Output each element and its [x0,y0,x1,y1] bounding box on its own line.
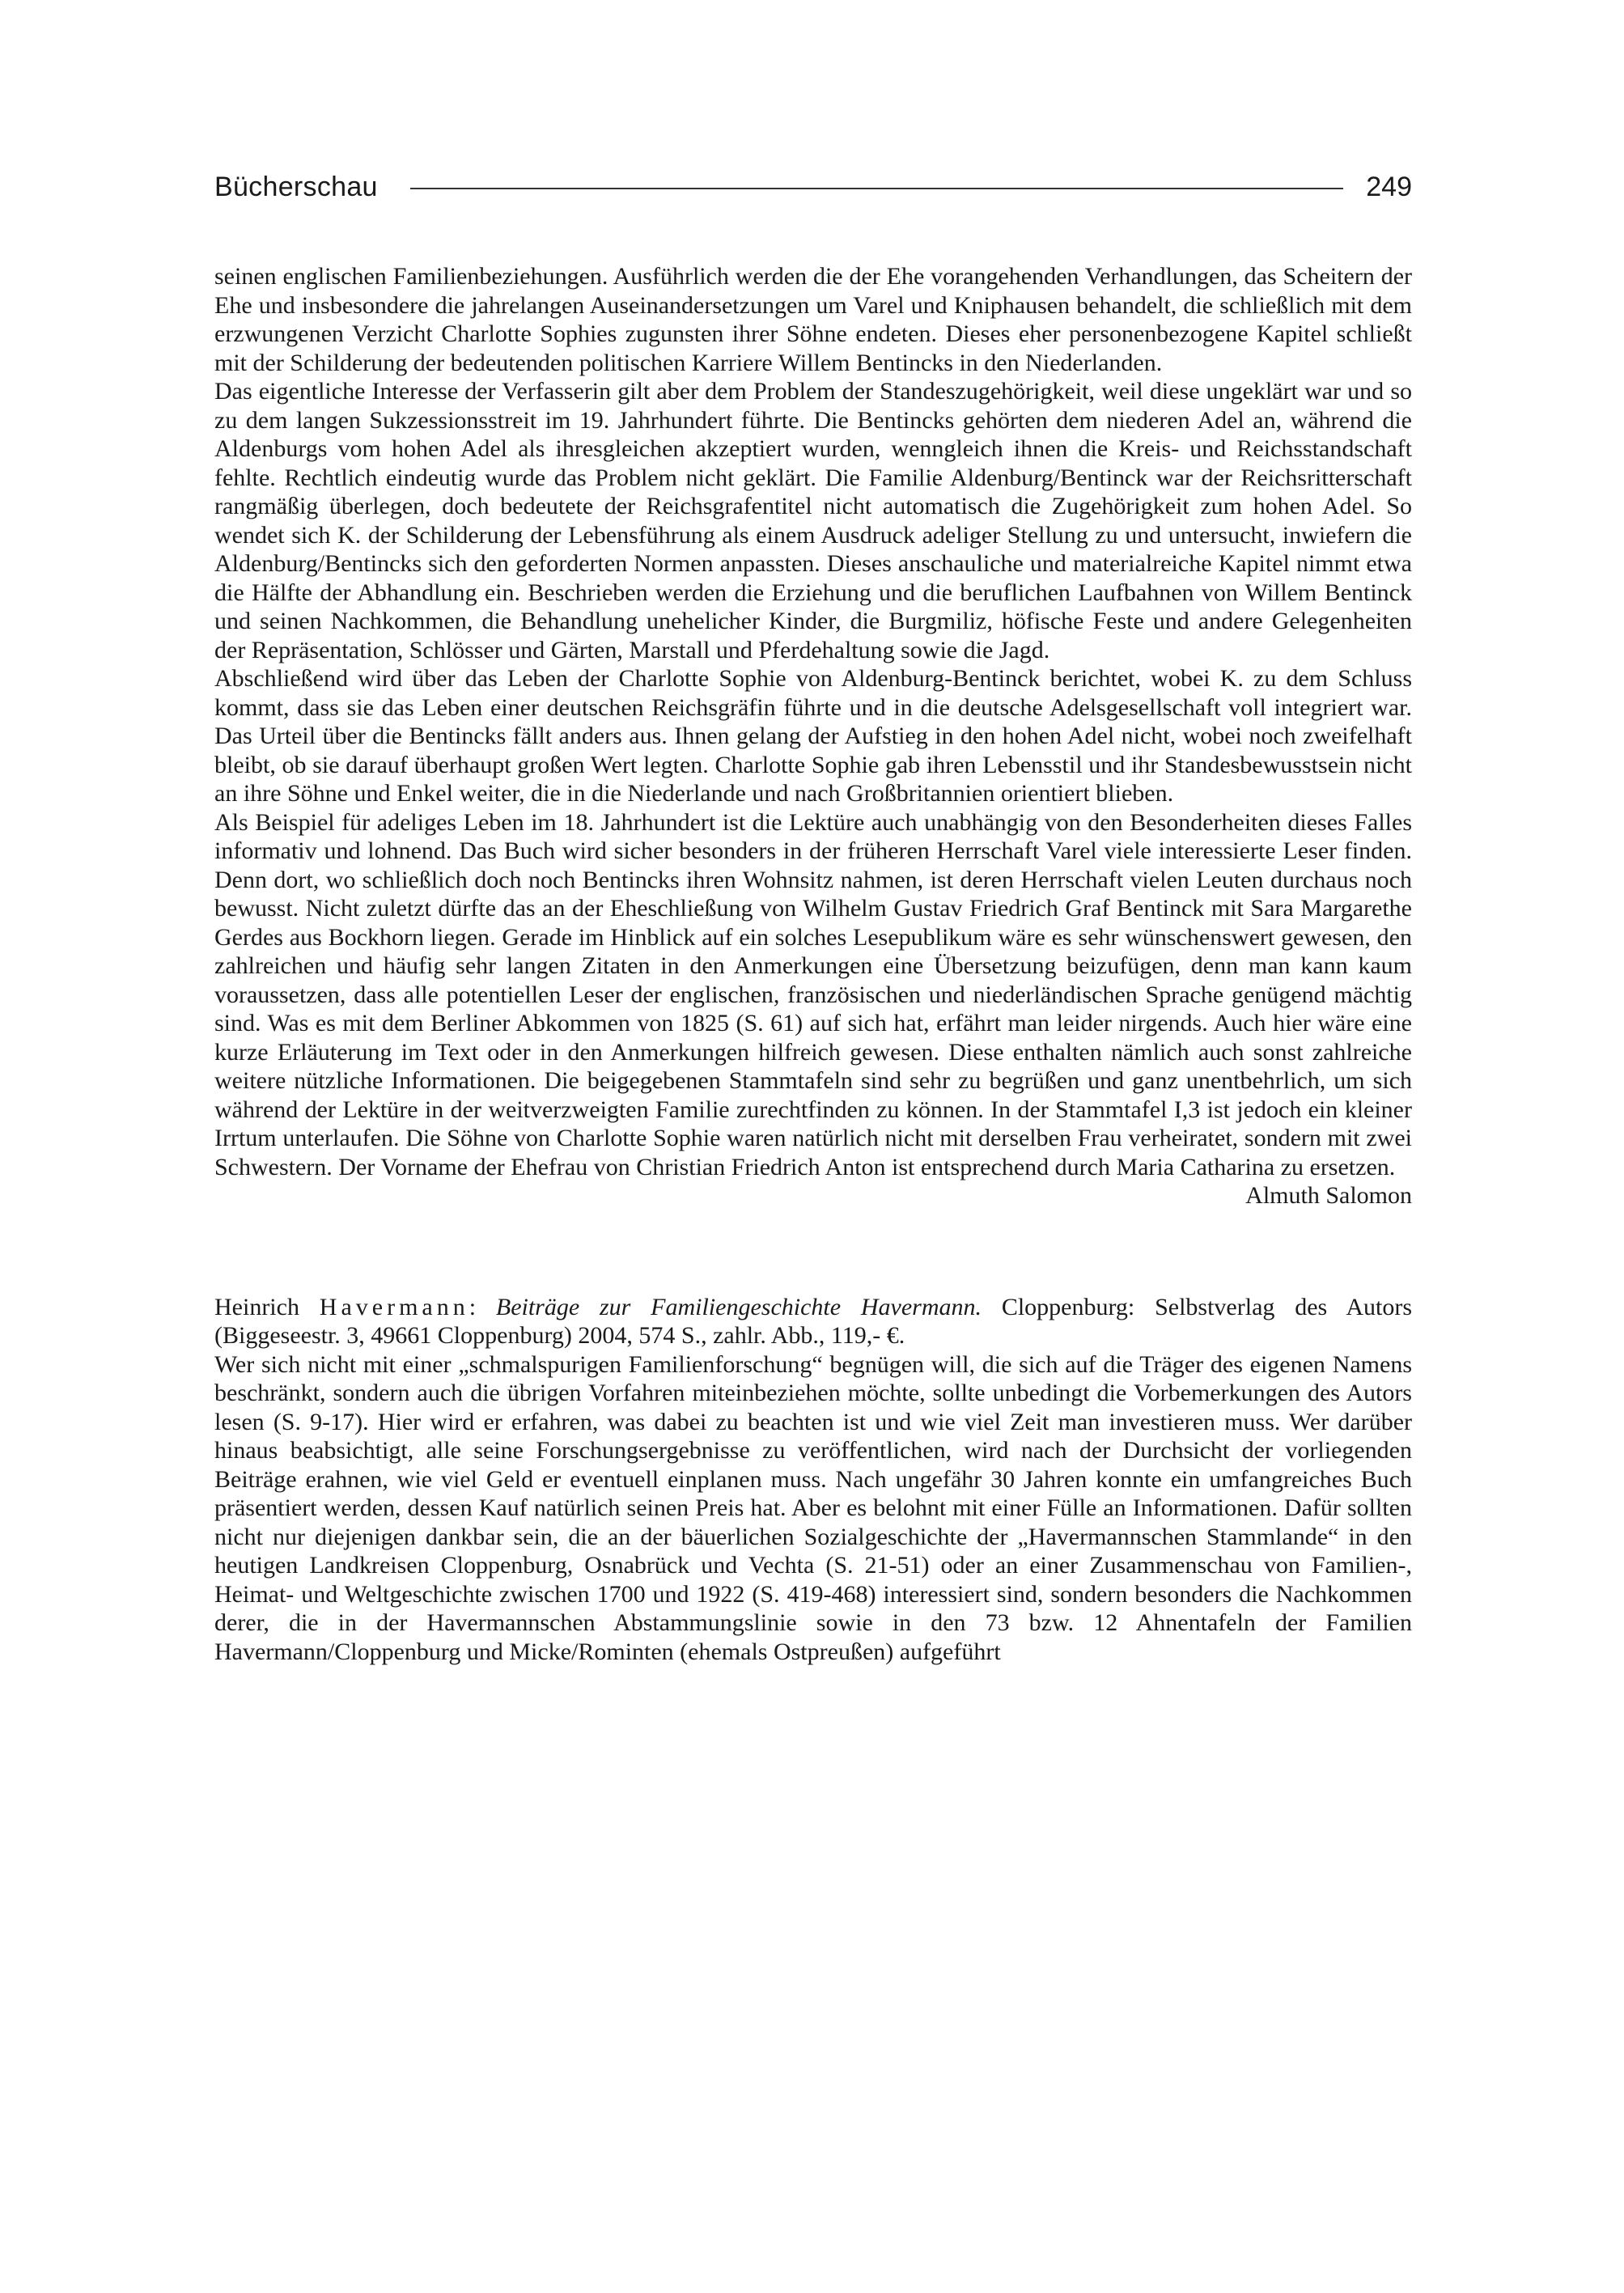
running-header [214,167,1412,207]
author-first-name: Heinrich [214,1293,320,1320]
section-title: Bücherschau [214,171,378,202]
review1-paragraph-1: seinen englischen Familienbeziehungen. Ausführlich werden die der Ehe vorangehenden Verhandlungen, das Scheitern der Ehe und insbesondere die jahrelangen Auseinandersetzungen um Varel und Kniphausen behandelt, die schließlich mit dem erzwungenen Verzicht Charlotte Sophies zugunsten ihrer Söhne endeten. Dieses eher personenbezogene Kapitel schließt mit der Schilderung der bedeutenden politischen Karriere Willem Bentincks in den Niederlanden. [214,263,1412,376]
review1-paragraph-4: Als Beispiel für adeliges Leben im 18. Jahrhundert ist die Lektüre auch unabhängig von den Besonderheiten dieses Falles informativ und lohnend. Das Buch wird sicher besonders in der früheren Herrschaft Varel viele interessierte Leser finden. Denn dort, wo schließlich doch noch Bentincks ihren Wohnsitz nahmen, ist deren Herrschaft vielen Leuten durchaus noch bewusst. Nicht zuletzt dürfte das an der Eheschließung von Wilhelm Gustav Friedrich Graf Bentinck mit Sara Margarethe Gerdes aus Bockhorn liegen. Gerade im Hinblick auf ein solches Lesepublikum wäre es sehr wünschenswert gewesen, den zahlreichen und häufig sehr langen Zitaten in den Anmerkungen eine Übersetzung beizufügen, denn man kann kaum voraussetzen, dass alle potentiellen Leser der englischen, französischen und niederländischen Sprache genügend mächtig sind. Was es mit dem Berliner Abkommen von 1825 (S. 61) auf sich hat, erfährt man leider nirgends. Auch hier wäre eine kurze Erläuterung im Text oder in den Anmerkungen hilfreich gewesen. Diese enthalten nämlich auch sonst zahlreiche weitere nützliche Informationen. Die beigegebenen Stammtafeln sind sehr zu begrüßen und ganz unentbehrlich, um sich während der Lektüre in der weitverzweigten Familie zurechtfinden zu können. In der Stammtafel I,3 ist jedoch ein kleiner Irrtum unterlaufen. Die Söhne von Charlotte Sophie waren natürlich nicht mit derselben Frau verheiratet, sondern mit zwei Schwestern. Der Vorname der Ehefrau von Christian Friedrich Anton ist entsprechend durch Maria Catharina zu ersetzen. [214,808,1412,1180]
review2-paragraph-1: Wer sich nicht mit einer „schmalspurigen Familienforschung“ begnügen will, die sich auf die Träger des eigenen Namens beschränkt, sondern auch die übrigen Vorfahren miteinbeziehen möchte, sollte unbedingt die Vorbemerkungen des Autors lesen (S. 9-17). Hier wird er erfahren, was dabei zu beachten ist und wie viel Zeit man investieren muss. Wer darüber hinaus beabsichtigt, alle seine Forschungsergebnisse zu veröffentlichen, wird nach der Durchsicht der vorliegenden Beiträge erahnen, wie viel Geld er eventuell einplanen muss. Nach ungefähr 30 Jahren konnte ein umfangreiches Buch präsentiert werden, dessen Kauf natürlich seinen Preis hat. Aber es belohnt mit einer Fülle an Informationen. Dafür sollten nicht nur diejenigen dankbar sein, die an der bäuerlichen Sozialgeschichte der „Havermannschen Stammlande“ in den heutigen Landkreisen Cloppenburg, Osnabrück und Vechta (S. 21-51) oder an einer Zusammenschau von Familien-, Heimat- und Weltgeschichte zwischen 1700 und 1922 (S. 419-468) interessiert sind, sondern besonders die Nachkommen derer, die in der Havermannschen Abstammungslinie sowie in den 73 bzw. 12 Ahnentafeln der Familien Havermann/Cloppenburg und Micke/Rominten (ehemals Ostpreußen) aufgeführt [214,1350,1412,1665]
review1-paragraph-3: Abschließend wird über das Leben der Charlotte Sophie von Aldenburg-Bentinck berichtet, wobei K. zu dem Schluss kommt, dass sie das Leben einer deutschen Reichsgräfin führte und in die deutsche Adelsgesellschaft voll integriert war. Das Urteil über die Bentincks fällt anders aus. Ihnen gelang der Aufstieg in den hohen Adel nicht, wobei noch zweifelhaft bleibt, ob sie darauf überhaupt großen Wert legten. Charlotte Sophie gab ihren Lebensstil und ihr Standesbewusstsein nicht an ihre Söhne und Enkel weiter, die in die Niederlande und nach Großbritannien orientiert blieben. [214,665,1412,807]
page-number: 249 [1366,171,1412,202]
review-havermann [214,1293,1412,1667]
review1-paragraph-2: Das eigentliche Interesse der Verfasserin gilt aber dem Problem der Standeszugehörigkeit, weil diese ungeklärt war und so zu dem langen Sukzessionsstreit im 19. Jahrhundert führte. Die Bentincks gehörten dem niederen Adel an, während die Aldenburgs vom hohen Adel als ihresgleichen akzeptiert wurden, wenngleich ihnen die Kreis- und Reichsstandschaft fehlte. Rechtlich eindeutig wurde das Problem nicht geklärt. Die Familie Aldenburg/Bentinck war der Reichsritterschaft rangmäßig überlegen, doch bedeutete der Reichsgrafentitel nicht automatisch die Zugehörigkeit zum hohen Adel. So wendet sich K. der Schilderung der Lebensführung als einem Ausdruck adeliger Stellung zu und untersucht, inwiefern die Aldenburg/Bentincks sich den geforderten Normen anpassten. Dieses anschauliche und materialreiche Kapitel nimmt etwa die Hälfte der Abhandlung ein. Beschrieben werden die Erziehung und die beruflichen Laufbahnen von Willem Bentinck und seinen Nachkommen, die Behandlung unehelicher Kinder, die Burgmiliz, höfische Feste und andere Gelegenheiten der Repräsentation, Schlösser und Gärten, Marstall und Pferdehaltung sowie die Jagd. [214,378,1412,663]
book-title: Beiträge zur Familiengeschichte Havermann. [495,1293,982,1320]
author-last-name: Havermann [319,1293,469,1320]
page-body [214,262,1412,1666]
author-separator: : [469,1293,496,1320]
header-rule [410,188,1344,189]
bibliographic-entry [214,1293,1412,1350]
publication-details: Cloppenburg: Selbstverlag des Autors (Biggeseestr. 3, 49661 Cloppenburg) 2004, 574 S., zahlr. Abb., 119,- €. [214,1293,1413,1349]
review-aldenburg-bentinck [214,262,1412,1210]
reviewer-signature: Almuth Salomon [1245,1182,1412,1209]
